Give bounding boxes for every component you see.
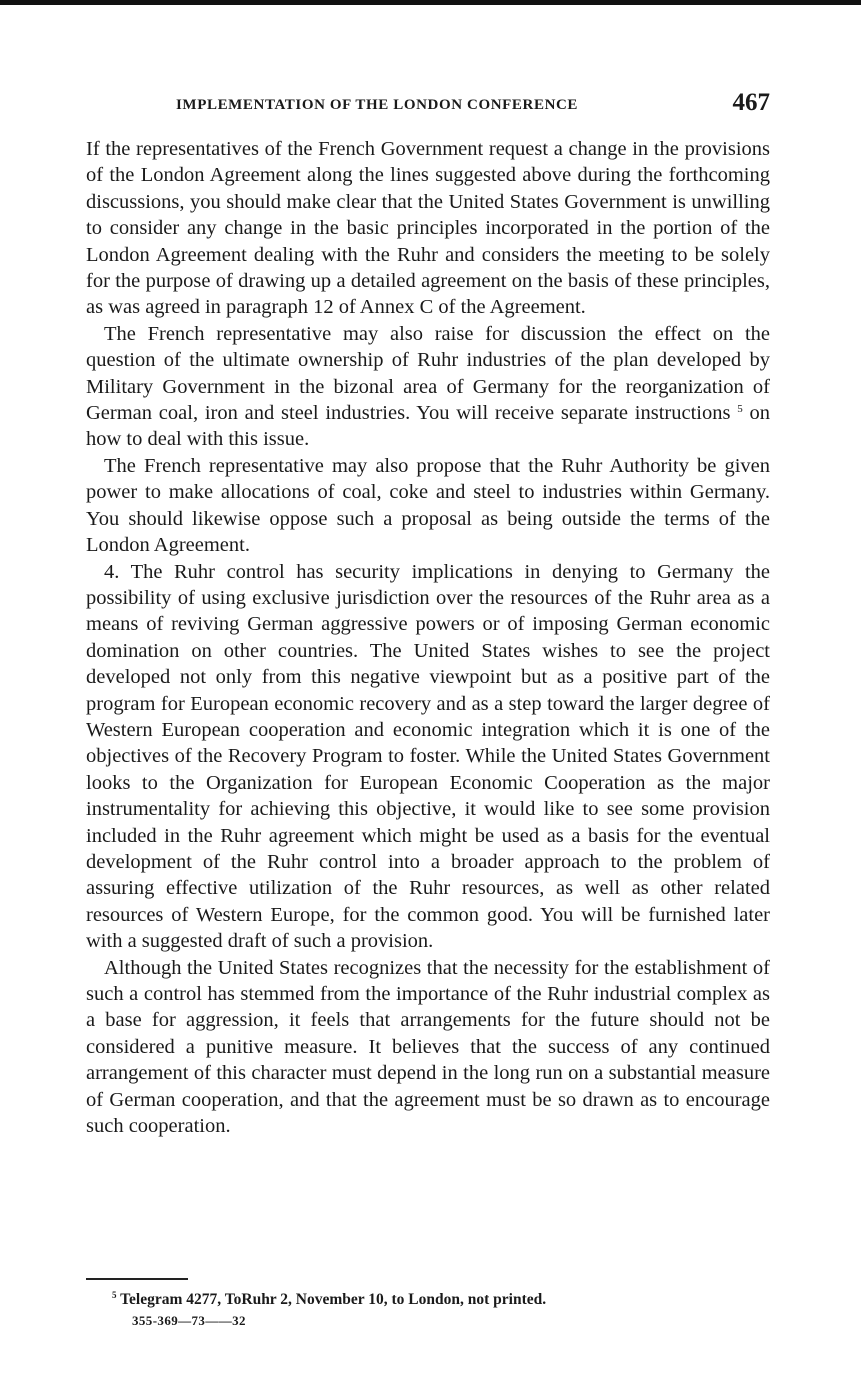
footnote-divider bbox=[86, 1278, 188, 1280]
page-number: 467 bbox=[732, 89, 770, 116]
running-head: IMPLEMENTATION OF THE LONDON CONFERENCE bbox=[176, 97, 579, 113]
footnote-reference[interactable]: 5 bbox=[737, 403, 743, 416]
paragraph-4: 4. The Ruhr control has security implications in denying to Germany the possibility of using exclusive jurisdiction over the resources of the Ruhr area as a means of reviving German aggressive powers or of imposing German economic domination on other countries. The United States wishes to see the project developed not only from this negative viewpoint but as a positive part of the program for European economic recovery and as a step toward the larger degree of Western European cooperation and economic integration which it is one of the objectives of the Recovery Program to foster. While the United States Government looks to the Organization for European Economic Cooperation as the major instrumentality for achieving this objective, it would like to see some provision included in the Ruhr agreement which might be used as a basis for the eventual development of the Ruhr control into a broader approach to the problem of assuring effective utilization of the Ruhr resources, as well as other related resources of Western Europe, for the common good. You will be furnished later with a suggested draft of such a provision. bbox=[86, 560, 770, 953]
paragraph-5: Although the United States recognizes that the necessity for the establishment of such a control has stemmed from the importance of the Ruhr industrial complex as a base for aggression, it feels that arrangements for the future should not be considered a punitive measure. It believes that the success of any continued arrangement of this character must depend in the long run on a substantial measure of German cooperation, and that the agreement must be so drawn as to encourage such cooperation. bbox=[86, 956, 770, 1138]
paragraph-2 bbox=[86, 321, 770, 453]
page-header bbox=[86, 88, 770, 122]
top-border bbox=[0, 0, 861, 5]
paragraph-2-text: The French representative may also raise for discussion the effect on the question of the ultimate ownership of Ruhr industries of the plan developed by Military Government in the bizonal area of Germany for the reorganization of German coal, iron and steel industries. You will receive separate instructions bbox=[86, 322, 770, 425]
footnote-text: Telegram 4277, ToRuhr 2, November 10, to London, not printed. bbox=[116, 1291, 547, 1308]
footnote-marker: 5 bbox=[112, 1290, 117, 1300]
paragraph-2-text-end: on how to deal with this issue. bbox=[86, 402, 771, 451]
paragraph-3: The French representative may also propose that the Ruhr Authority be given power to make allocations of coal, coke and steel to industries within Germany. You should likewise oppose such a proposal as being outside the terms of the London Agreement. bbox=[86, 454, 770, 557]
paragraph-1: If the representatives of the French Government request a change in the provisions of the London Agreement along the lines suggested above during the forthcoming discussions, you should make clear that the United States Government is unwilling to consider any change in the basic principles incorporated in the portion of the London Agreement dealing with the Ruhr and considers the meeting to be solely for the purpose of drawing up a detailed agreement on the basis of these principles, as was agreed in paragraph 12 of Annex C of the Agreement. bbox=[86, 138, 770, 319]
print-code: 355-369—73——32 bbox=[132, 1313, 246, 1328]
footnote bbox=[112, 1290, 762, 1310]
body-text bbox=[86, 136, 770, 1139]
